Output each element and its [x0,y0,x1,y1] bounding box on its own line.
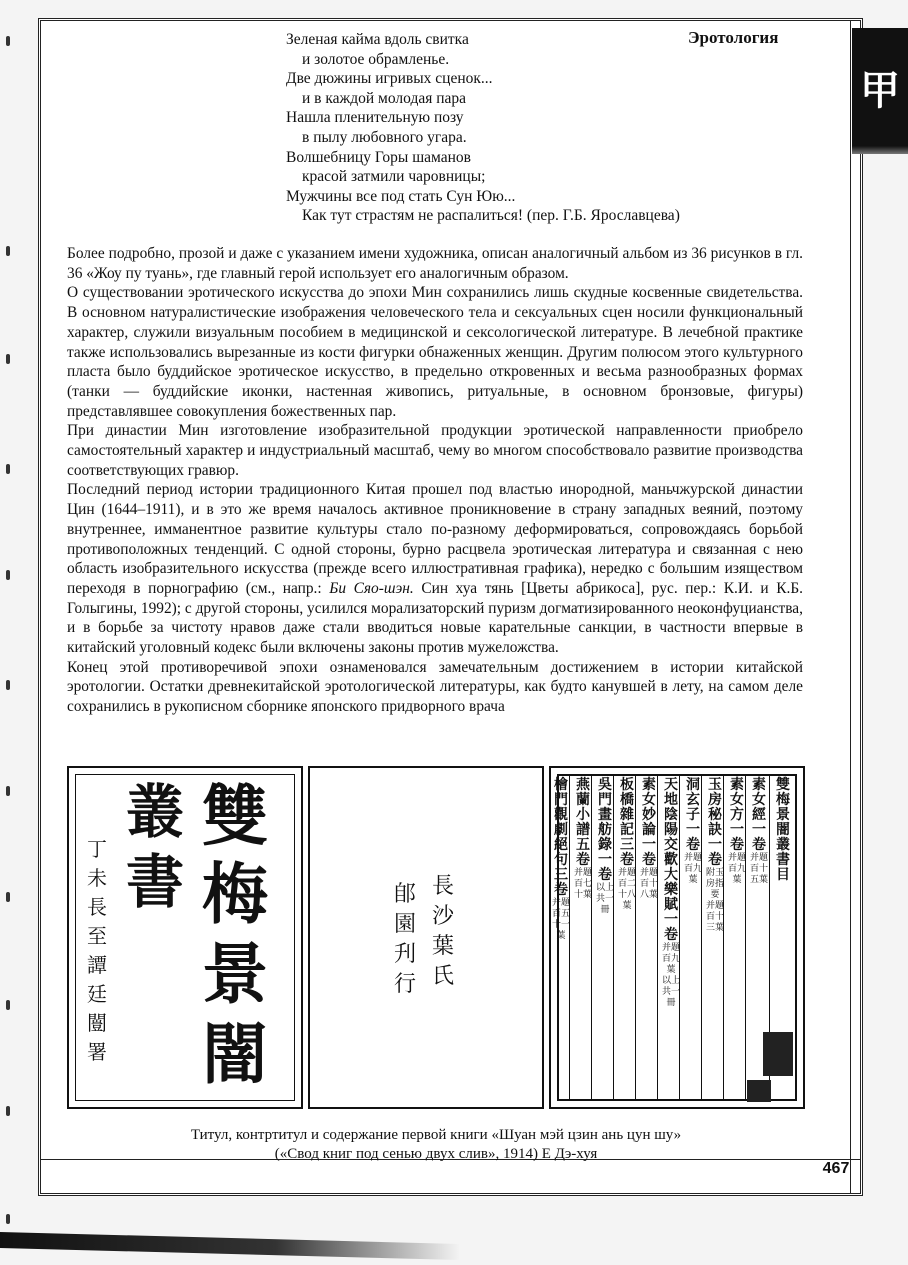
poem-line: и в каждой молодая пара [302,89,467,107]
entry-note: 并題百十五葉 [749,853,768,885]
poem-line: Нашла пленительную позу [286,109,464,127]
title-char: 叢 [126,778,185,846]
entry-title: 玉房秘訣一卷 [708,777,722,868]
paragraph-text: Син хуа тянь [Цветы абрикоса], рус. пер.: К.И. и К.Б. Голыгины, 1992); с другой стороны, усилился морализаторский пуризм догматизированного неоконфуцианства, и в борьбе за чистоту нравов даже стали вводиться новые карательные санкции, в частности впервые в китайский уголовный кодекс были включены законы против мужеложства. [67,579,804,657]
author-reference: Би Сяо-шэн. [329,579,414,597]
entry-note: 并題百七十葉 [573,868,592,900]
poem-line: Мужчины все под стать Сун Юю... [286,187,516,205]
poem-line: красой затмили чаровницы; [302,168,486,186]
red-seal-stamp [747,1080,771,1102]
entry-title: 素女方一卷 [730,777,744,853]
paragraph: При династии Мин изготовление изобразительной продукции эротической направленности приобрело самостоятельный характер и индустриальный масштаб, чему во многом способствовало развитие производства соответствующих гравюр. [67,422,803,479]
contents-entry [595,778,615,916]
paragraph: Конец этой противоречивой эпохи ознаменовался замечательным достижением в истории китайской эротологии. Остатки древнекитайской эротологической литературы, как будто канувшей в лету, на самом деле сохранились в рукописном сборнике японского придворного врача [67,658,803,716]
entry-note: 以上共一冊 [595,883,614,915]
entry-title: 天地陰陽交歡大樂賦一卷 [664,777,678,943]
contents-entry [639,778,659,901]
contents-entry [705,778,725,934]
binding-hole [6,1000,10,1010]
binding-hole [6,786,10,796]
poem-line: Зеленая кайма вдоль свитка [286,31,469,48]
section-tab-tail [852,146,908,154]
contents-entry [573,778,593,901]
binding-hole [6,892,10,902]
paragraph-text: Последний период истории традиционного Китая прошел под властью инородной, маньчжурской династии Цин (1644–1911), и в это же время началось активное проникновение в страну западных веяний, поэтому внутреннее, имманентное развитие культуры стало по-разному деформироваться, сопровождаясь борьбой противоположных тенденций. С одной стороны, бурно расцвела эротическая литература и связанная с нею область изобразительного искусства (прежде всего иллюстративная графика), нередко с большим изяществом переходя в порнографию (см., напр.: [67,481,803,597]
poem-line: Волшебницу Горы шаманов [286,148,471,166]
contents-frame [551,774,797,1101]
contents-entry [749,778,769,886]
binding-hole [6,246,10,256]
caption-line: («Свод книг под сенью двух слив», 1914) Е Дэ-хуя [274,1146,598,1162]
title-char: 闇 [202,1015,268,1093]
title-char: 書 [126,848,185,916]
contents-entry [551,778,571,942]
binding-hole [6,1214,10,1224]
title-char: 雙 [202,777,268,855]
scan-shadow [0,1232,460,1260]
entry-title: 板橋雜記三卷 [620,777,634,868]
paragraph [67,480,803,657]
contents-plate [549,766,805,1109]
title-page-plate [67,766,303,1109]
poem [286,30,680,226]
entry-note: 附玉房指要 并題百十三葉 [705,868,724,933]
poem-line: в пылу любовного угара. [302,128,467,146]
entry-title: 吳門畫舫錄一卷 [598,777,612,883]
entry-title: 洞玄子一卷 [686,777,700,853]
title-char: 梅 [202,855,268,933]
entry-note: 并題百九葉 以上共一冊 [661,943,680,1008]
binding-hole [6,36,10,46]
binding-hole [6,354,10,364]
contents-entry [617,778,637,912]
contents-title: 雙梅景闇叢書目 [776,777,790,883]
publisher-line: 長沙葉氏 [432,874,455,989]
paragraph: О существовании эротического искусства до эпохи Мин сохранились лишь скудные косвенные свидетельства. В основном натуралистические изображения человеческого тела и сексуальных сцен носили функциональный характер, служили визуальным пособием в медицинской и сексологической литературе. В лечебной практике также использовались вырезанные из кости фигурки обнаженных женщин. Другим полюсом этого культурного пласта было буддийское эротическое искусство, в предельно откровенных и весьма разнообразных формах (танки — буддийские иконки, настенная живопись, ритуальные, в основном бронзовые, фигуры) представлявшее совокупления божественных пар. [67,284,803,420]
entry-title: 素女經一卷 [752,777,766,853]
running-header: Эротология [688,28,779,47]
poem-line: Как тут страстям не распалиться! (пер. Г.Б. Ярославцева) [302,207,680,225]
binding-hole [6,680,10,690]
binding-hole [6,1106,10,1116]
caption-line: Титул, контртитул и содержание первой книги «Шуан мэй цзин ань цун шу» [190,1127,682,1143]
binding-hole [6,570,10,580]
title-page-border [75,774,295,1101]
entry-note: 并題百十八葉 [639,868,658,900]
contents-entry [683,778,703,886]
contents-entry [727,778,747,886]
section-tab [852,28,908,146]
poem-line: и золотое обрамленье. [302,50,450,68]
title-char: 景 [202,935,268,1013]
section-tab-glyph: 甲 [860,67,900,114]
page-number: 467 [822,1160,850,1177]
entry-note: 并題百二十八葉 [617,868,636,911]
poem-line: Две дюжины игривых сценок... [286,70,493,88]
figure-caption [60,1126,812,1164]
calligrapher-signature: 丁未長至譚廷闓署 [87,837,107,1064]
paragraph: Более подробно, прозой и даже с указанием имени художника, описан аналогичный альбом из 36 рисунков в гл. 36 «Жоу пу туань», где главный герой использует его аналогичным образом. [67,245,803,282]
body-text [67,244,803,717]
contents-entry [661,778,681,1009]
entry-title: 素女妙論一卷 [642,777,656,868]
entry-note: 并題百九葉 [683,853,702,885]
entry-note: 并題百五十一葉 [551,898,570,941]
entry-title: 檜門觀劇絕句三卷 [554,777,568,898]
binding-hole [6,464,10,474]
red-seal-stamp [763,1032,793,1076]
entry-note: 并題百九葉 [727,853,746,885]
colophon-plate [308,766,544,1109]
margin-rule [850,21,851,1193]
publisher-line: 郋園刋行 [394,882,417,997]
entry-title: 燕蘭小譜五卷 [576,777,590,868]
